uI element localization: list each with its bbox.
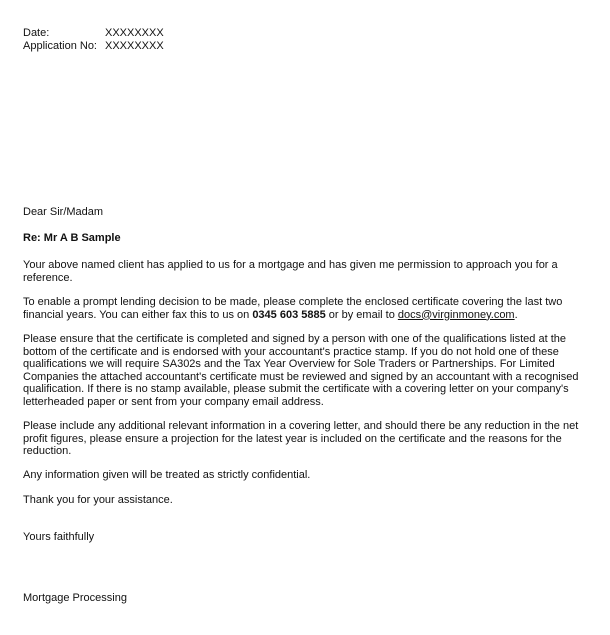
subject-line: Re: Mr A B Sample	[23, 232, 121, 244]
closing: Yours faithfully	[23, 531, 95, 543]
date-label: Date:	[23, 27, 50, 39]
fax-number: 0345 603 5885	[252, 308, 326, 321]
paragraph-qualifications: Please ensure that the certificate is completed and signed by a person with one of the qualifications listed at the bottom of the certificate and is endorsed with your accountant's practice stamp. If you do not hold one of these qualifications we will require SA302s and the Tax Year Overview for Sole Traders or Partnerships. For Limited Companies the attached accountant's certificate must be reviewed and signed by an accountant with a recognised qualification. If there is no stamp available, please submit the certificate with a covering letter on your company's letterheaded paper or sent from your company email address.	[23, 333, 579, 408]
paragraph-additional-info: Please include any additional relevant information in a covering letter, and should there be any reduction in the net profit figures, please ensure a projection for the latest year is included on the certificate and the reasons for the reduction.	[23, 420, 579, 457]
salutation: Dear Sir/Madam	[23, 206, 104, 218]
application-label: Application No:	[23, 40, 97, 52]
paragraph-submission-end: .	[514, 308, 518, 321]
date-value: XXXXXXXX	[105, 27, 164, 39]
email-link[interactable]: docs@virginmoney.com	[397, 308, 515, 321]
paragraph-submission-mid: or by email to	[325, 308, 398, 321]
paragraph-thanks: Thank you for your assistance.	[23, 494, 173, 506]
paragraph-intro: Your above named client has applied to us for a mortgage and has given me permission to approach you for a reference.	[23, 259, 558, 284]
signature: Mortgage Processing	[23, 592, 127, 604]
application-row	[23, 40, 164, 53]
date-row	[23, 27, 164, 40]
paragraph-confidential: Any information given will be treated as strictly confidential.	[23, 469, 311, 481]
paragraph-submission	[23, 296, 585, 321]
application-value: XXXXXXXX	[105, 40, 164, 52]
paragraph-submission-text: To enable a prompt lending decision to be made, please complete the enclosed certificate covering the last two financial years. You can either fax this to us on	[23, 296, 563, 321]
